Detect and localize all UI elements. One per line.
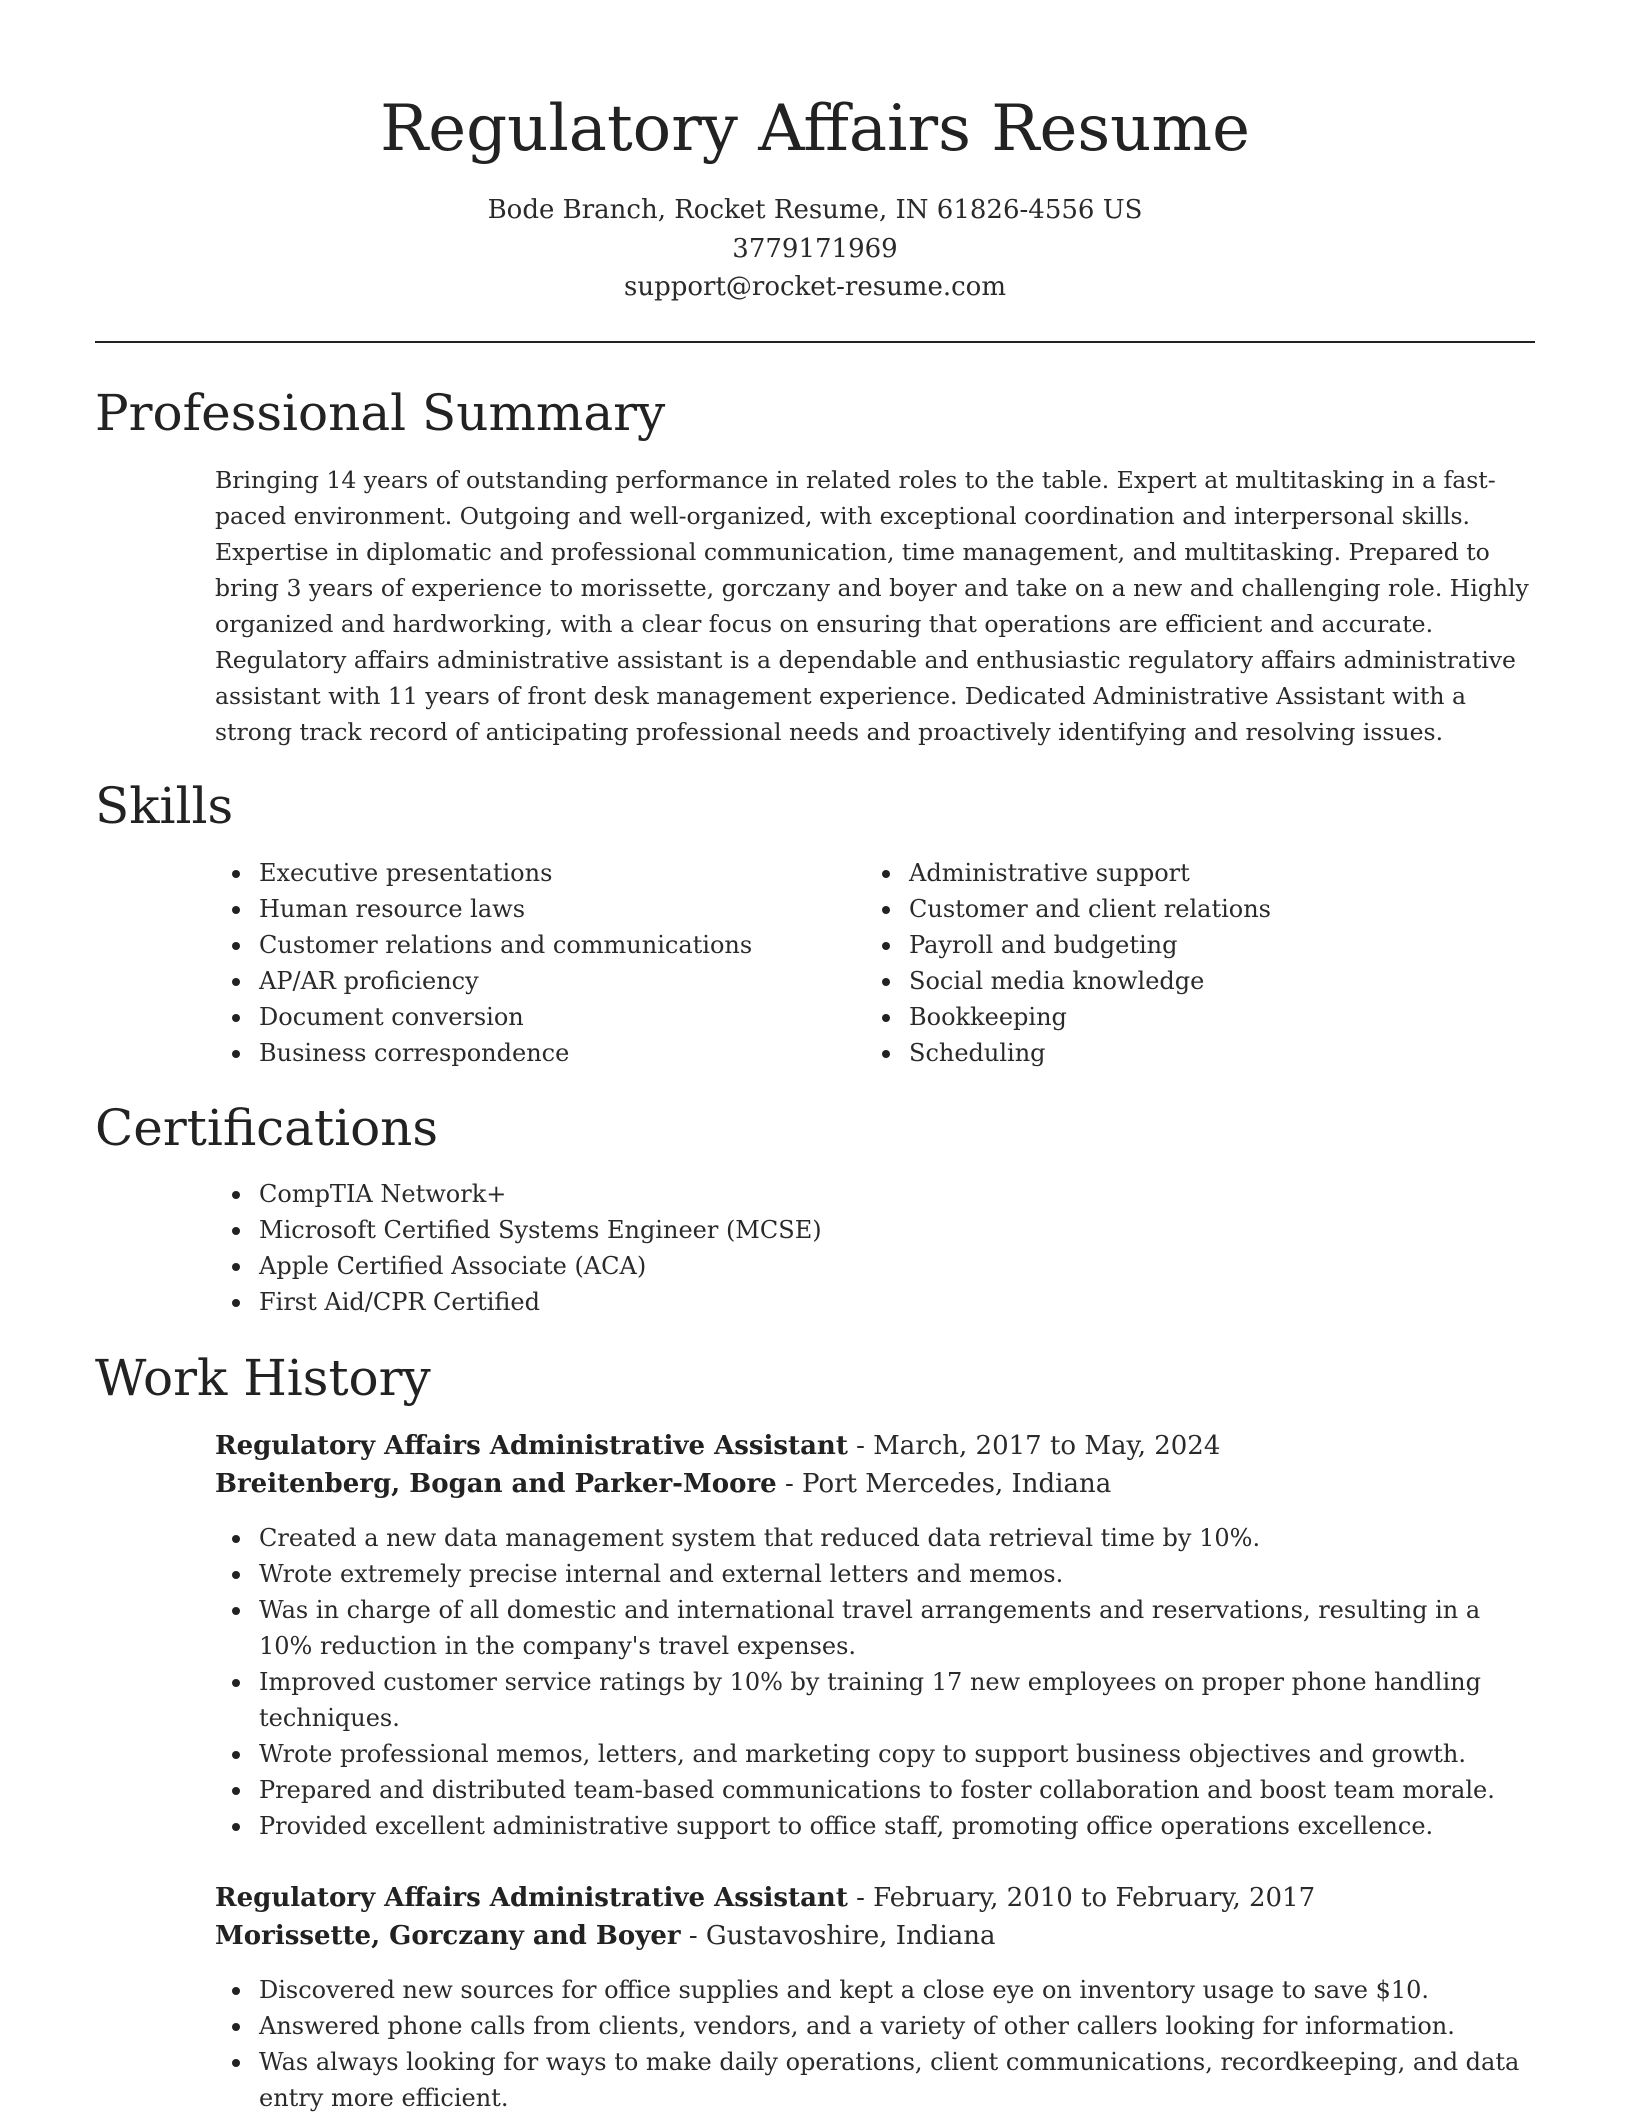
skill-item: Customer and client relations [865, 891, 1525, 927]
work-history-heading: Work History [95, 1349, 431, 1407]
job-dates: - March, 2017 to May, 2024 [847, 1431, 1221, 1461]
skills-heading: Skills [95, 777, 234, 835]
skill-item: Human resource laws [215, 891, 845, 927]
skill-item: Executive presentations [215, 855, 845, 891]
certification-item: Microsoft Certified Systems Engineer (MCSE) [215, 1212, 1535, 1248]
job-title: Regulatory Affairs Administrative Assistant [215, 1883, 848, 1913]
skills-list-left [215, 855, 845, 1071]
job-title-line [215, 1879, 1535, 1917]
summary-text: Bringing 14 years of outstanding performance in related roles to the table. Expert at multitasking in a fast-paced environment. Outgoing and well-organized, with exceptional coordination and interpersonal skills. Expertise in diplomatic and professional communication, time management, and multitasking. Prepared to bring 3 years of experience to morissette, gorczany and boyer and take on a new and challenging role. Highly organized and hardworking, with a clear focus on ensuring that operations are efficient and accurate. Regulatory affairs administrative assistant is a dependable and enthusiastic regulatory affairs administrative assistant with 11 years of front desk management experience. Dedicated Administrative Assistant with a strong track record of anticipating professional needs and proactively identifying and resolving issues. [215, 466, 1529, 746]
certification-item: First Aid/CPR Certified [215, 1284, 1535, 1320]
job-company-line [215, 1465, 1535, 1503]
job-dates: - February, 2010 to February, 2017 [847, 1883, 1316, 1913]
skill-item: Scheduling [865, 1035, 1525, 1071]
job-duty: Discovered new sources for office supplies and kept a close eye on inventory usage to save $10. [215, 1972, 1535, 2008]
skill-item: Document conversion [215, 999, 845, 1035]
job-duty: Wrote extremely precise internal and external letters and memos. [215, 1556, 1535, 1592]
job-duty: Improved customer service ratings by 10% by training 17 new employees on proper phone handling techniques. [215, 1664, 1535, 1736]
contact-email: support@rocket-resume.com [623, 272, 1006, 302]
header-divider [95, 341, 1535, 343]
job-location: - Gustavoshire, Indiana [680, 1921, 996, 1951]
skill-item: Business correspondence [215, 1035, 845, 1071]
certifications-list [215, 1176, 1535, 1320]
document-title: Regulatory Affairs Resume [380, 92, 1250, 166]
certification-item: Apple Certified Associate (ACA) [215, 1248, 1535, 1284]
job-duty: Prepared and distributed team-based communications to foster collaboration and boost team morale. [215, 1772, 1535, 1808]
job-duty: Provided excellent administrative support to office staff, promoting office operations excellence. [215, 1808, 1535, 1844]
job-company: Morissette, Gorczany and Boyer [215, 1921, 681, 1951]
skill-item: Social media knowledge [865, 963, 1525, 999]
job-location: - Port Mercedes, Indiana [776, 1469, 1112, 1499]
skill-item: Payroll and budgeting [865, 927, 1525, 963]
contact-phone: 3779171969 [732, 234, 898, 264]
job-duty: Created a new data management system that reduced data retrieval time by 10%. [215, 1520, 1535, 1556]
summary-heading: Professional Summary [95, 384, 666, 442]
job-duties-list [215, 1972, 1535, 2116]
certification-item: CompTIA Network+ [215, 1176, 1535, 1212]
job-duties-list [215, 1520, 1535, 1844]
job-company-line [215, 1917, 1535, 1955]
job-duty: Wrote professional memos, letters, and marketing copy to support business objectives and growth. [215, 1736, 1535, 1772]
skill-item: Customer relations and communications [215, 927, 845, 963]
skills-list-right [865, 855, 1525, 1071]
job-duty: Was always looking for ways to make daily operations, client communications, recordkeeping, and data entry more efficient. [215, 2044, 1535, 2116]
skill-item: AP/AR proficiency [215, 963, 845, 999]
skill-item: Bookkeeping [865, 999, 1525, 1035]
skill-item: Administrative support [865, 855, 1525, 891]
job-duty: Was in charge of all domestic and international travel arrangements and reservations, resulting in a 10% reduction in the company's travel expenses. [215, 1592, 1535, 1664]
job-title-line [215, 1427, 1535, 1465]
job-company: Breitenberg, Bogan and Parker-Moore [215, 1469, 777, 1499]
certifications-heading: Certifications [95, 1099, 439, 1157]
job-duty: Answered phone calls from clients, vendors, and a variety of other callers looking for information. [215, 2008, 1535, 2044]
contact-address: Bode Branch, Rocket Resume, IN 61826-4556 US [487, 195, 1143, 225]
job-title: Regulatory Affairs Administrative Assistant [215, 1431, 848, 1461]
